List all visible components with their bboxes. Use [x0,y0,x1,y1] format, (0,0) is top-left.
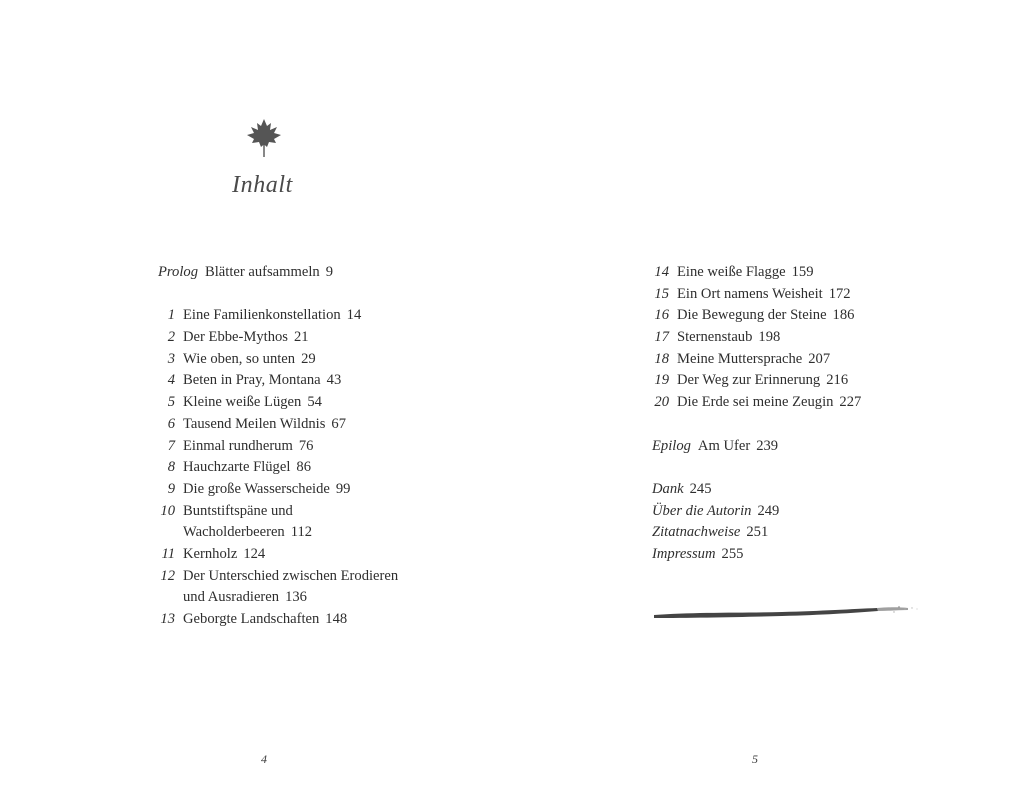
toc-entry-chapter-3[interactable] [158,349,398,371]
entry-page: 124 [243,545,266,562]
chapter-number: 14 [654,264,669,280]
chapter-number: 17 [654,329,669,346]
chapter-number: 6 [167,415,175,432]
entry-title: Der Ebbe-Mythos [183,329,288,346]
toc-entry-zitatnachweise[interactable] [652,522,861,544]
toc-entry-chapter-9[interactable] [158,479,398,501]
page-number-left: 4 [261,752,267,766]
entry-title: Dank [652,480,684,497]
toc-entry-chapter-5[interactable] [158,392,398,414]
entry-page: 227 [839,394,862,411]
chapter-number: 4 [167,372,175,389]
chapter-number: 8 [167,459,175,476]
toc-entry-dank[interactable] [652,479,861,501]
chapter-number: 9 [167,480,175,497]
entry-title: Die große Wasserscheide [183,480,330,497]
entry-title: Impressum [652,545,716,562]
toc-entry-chapter-12[interactable] [158,566,398,588]
entry-title: Zitatnachweise [652,524,741,541]
entry-title: Die Erde sei meine Zeugin [677,394,834,411]
toc-entry-ueber-die-autorin[interactable] [652,501,861,523]
toc-entry-chapter-6[interactable] [158,414,398,436]
entry-page: 86 [296,459,311,476]
entry-page: 99 [335,480,351,497]
chapter-number: 20 [654,394,669,411]
toc-entry-chapter-18[interactable] [652,349,861,371]
toc-entry-chapter-7[interactable] [158,436,398,458]
page-number-right: 5 [752,752,758,766]
entry-title: Tausend Meilen Wildnis [183,415,326,432]
toc-entry-impressum[interactable] [652,544,861,566]
entry-page: 186 [832,307,855,324]
entry-title: Kleine weiße Lügen [183,394,302,411]
toc-entry-chapter-4[interactable] [158,370,398,392]
toc-entry-chapter-10-cont[interactable] [158,522,398,544]
toc-entry-chapter-12-cont[interactable] [158,587,398,609]
brush-stroke-divider [652,603,920,625]
entry-title: Meine Muttersprache [677,350,803,367]
entry-title: Eine weiße Flagge [677,264,786,280]
entry-page: 251 [746,524,769,541]
entry-page: 239 [756,437,779,454]
entry-page: 172 [828,285,851,302]
chapter-number: 13 [160,611,175,627]
entry-title: Über die Autorin [652,502,752,519]
chapter-number: 10 [160,502,175,519]
entry-page: 14 [346,307,362,324]
toc-entry-chapter-16[interactable] [652,305,861,327]
chapter-number: 3 [167,350,175,367]
entry-title: Die Bewegung der Steine [677,307,827,324]
entry-page: 159 [791,264,814,280]
entry-title: Eine Familienkonstellation [183,307,341,324]
entry-page: 245 [689,480,712,497]
entry-title: Hauchzarte Flügel [183,459,291,476]
toc-entry-prolog[interactable] [158,262,398,284]
entry-title: Einmal rundherum [183,437,293,454]
entry-page: 21 [293,329,309,346]
toc-left-column [158,262,398,631]
toc-entry-chapter-17[interactable] [652,327,861,349]
entry-page: 255 [721,545,744,562]
toc-entry-chapter-20[interactable] [652,392,861,414]
chapter-number: 5 [167,394,175,411]
toc-right-column [652,262,861,566]
toc-entry-chapter-1[interactable] [158,305,398,327]
entry-title: Ein Ort namens Weisheit [677,285,823,302]
toc-entry-chapter-15[interactable] [652,284,861,306]
chapter-number: 19 [654,372,669,389]
maple-leaf-icon [246,118,282,158]
chapter-number: 12 [160,567,175,584]
entry-title: Am Ufer [697,437,751,454]
toc-entry-chapter-11[interactable] [158,544,398,566]
toc-entry-chapter-13[interactable] [158,609,398,631]
toc-heading: Inhalt [232,172,293,198]
entry-page: 9 [325,264,333,280]
entry-title-line-1: Buntstiftspäne und [183,502,293,519]
chapter-number: 1 [167,307,175,324]
chapter-number: 16 [654,307,669,324]
toc-entry-chapter-19[interactable] [652,370,861,392]
entry-page: 136 [285,589,307,606]
entry-page: 67 [331,415,347,432]
toc-entry-chapter-2[interactable] [158,327,398,349]
chapter-number: 2 [167,329,175,346]
entry-title: Geborgte Landschaften [183,611,320,627]
toc-entry-chapter-10[interactable] [158,501,398,523]
epilog-label: Epilog [652,437,691,454]
entry-title: Sternenstaub [677,329,753,346]
entry-page: 216 [826,372,849,389]
entry-page: 112 [290,524,313,541]
chapter-number: 11 [161,545,175,562]
entry-title: Blätter aufsammeln [205,264,320,280]
entry-title: Der Weg zur Erinnerung [677,372,821,389]
entry-title: Kernholz [183,545,238,562]
entry-title: Beten in Pray, Montana [183,372,321,389]
entry-title: Wie oben, so unten [183,350,296,367]
prolog-label: Prolog [158,264,198,280]
toc-entry-chapter-14[interactable] [652,262,861,284]
entry-page: 76 [298,437,314,454]
entry-page: 249 [757,502,780,519]
entry-title-line-1: Der Unterschied zwischen Erodieren [183,567,399,584]
toc-entry-chapter-8[interactable] [158,457,398,479]
entry-page: 207 [808,350,831,367]
entry-page: 43 [326,372,342,389]
chapter-number: 15 [654,285,669,302]
chapter-number: 7 [167,437,175,454]
chapter-number: 18 [654,350,669,367]
entry-title-line-2: und Ausradieren [183,589,280,606]
entry-title-line-2: Wacholderbeeren [183,524,285,541]
entry-page: 29 [301,350,316,367]
entry-page: 54 [307,394,322,411]
entry-page: 198 [758,329,781,346]
entry-page: 148 [325,611,348,627]
toc-entry-epilog[interactable] [652,436,861,458]
